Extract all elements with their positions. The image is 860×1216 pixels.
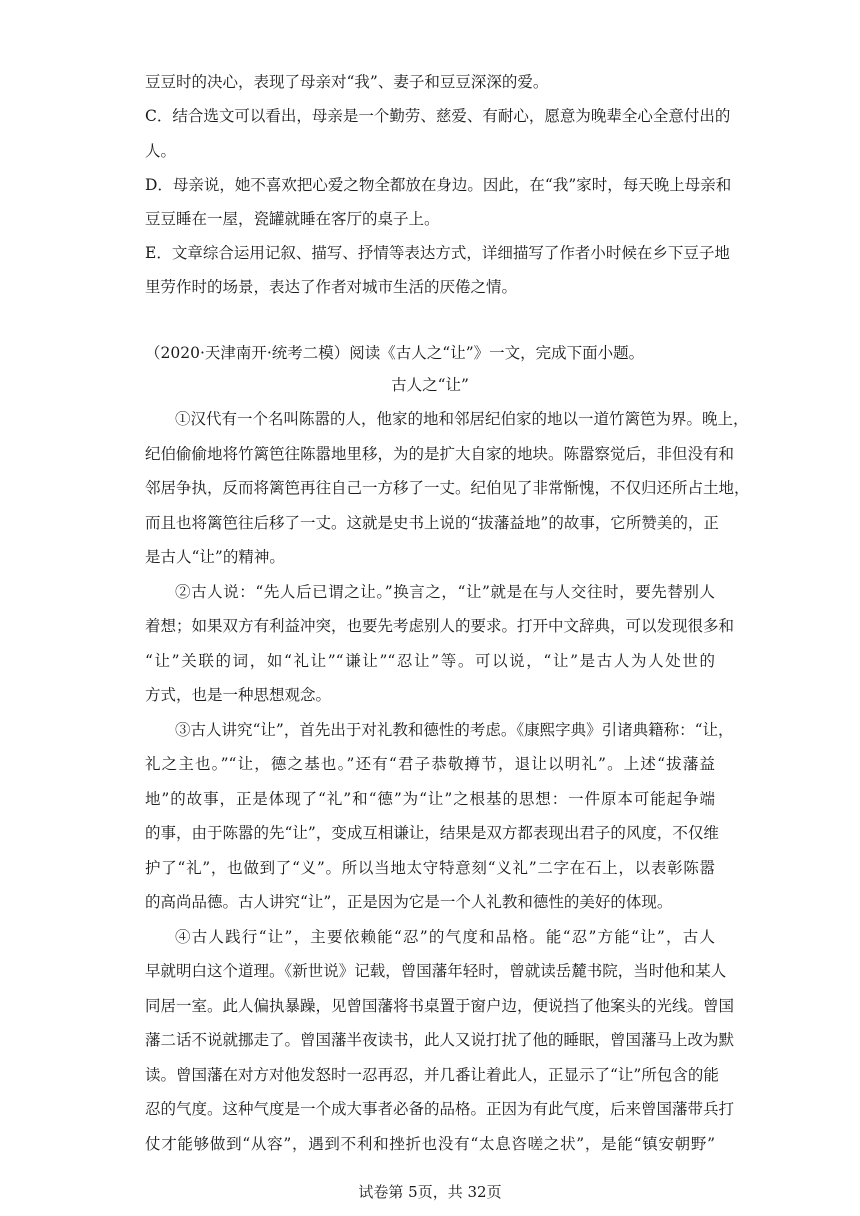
p1-line5: 是古人“让”的精神。 xyxy=(145,548,285,566)
option-e-line1: E．文章综合运用记叙、描写、抒情等表达方式，详细描写了作者小时候在乡下豆子地 xyxy=(145,244,730,262)
p1-line2: 纪伯偷偷地将竹篱笆往陈嚣地里移，为的是扩大自家的地块。陈嚣察觉后，非但没有和 xyxy=(145,445,735,463)
section-intro: （2020·天津南开·统考二模）阅读《古人之“让”》一文，完成下面小题。 xyxy=(145,344,645,362)
p2-line4: 方式，也是一种思想观念。 xyxy=(145,686,332,704)
p2-line2: 着想；如果双方有利益冲突，也要先考虑别人的要求。打开中文辞典，可以发现很多和 xyxy=(145,617,735,635)
option-d-line1: D．母亲说，她不喜欢把心爱之物全都放在身边。因此，在“我”家时，每天晚上母亲和 xyxy=(145,176,732,194)
p4-line4: 藩二话不说就挪走了。曾国藩半夜读书，此人又说打扰了他的睡眠，曾国藩马上改为默 xyxy=(145,1031,735,1049)
option-e-line2: 里劳作时的场景，表达了作者对城市生活的厌倦之情。 xyxy=(145,278,518,296)
p2-line3: “让”关联的词，如“礼让”“谦让”“忍让”等。可以说，“让”是古人为人处世的 xyxy=(145,652,715,670)
p3-line4: 的事，由于陈嚣的先“让”，变成互相谦让，结果是双方都表现出君子的风度，不仅维 xyxy=(145,824,719,842)
p3-line2: 礼之主也。”“让，德之基也。”还有“君子恭敬撙节，退让以明礼”。上述“拔藩益 xyxy=(145,755,715,773)
page-footer: 试卷第 5页，共 32页 xyxy=(358,1183,502,1201)
p4-line2: 早就明白这个道理。《新世说》记载，曾国藩年轻时，曾就读岳麓书院，当时他和某人 xyxy=(145,962,727,980)
option-c-line2: 人。 xyxy=(145,142,177,160)
p3-line3: 地”的故事，正是体现了“礼”和“德”为“让”之根基的思想：一件原本可能起争端 xyxy=(145,790,715,808)
option-d-line2: 豆豆睡在一屋，瓷罐就睡在客厅的桌子上。 xyxy=(145,210,440,228)
article-title: 古人之“让” xyxy=(391,376,469,394)
p3-line6: 的高尚品德。古人讲究“让”，正是因为它是一个人礼教和德性的美好的体现。 xyxy=(145,893,673,911)
p4-line6: 忍的气度。这种气度是一个成大事者必备的品格。正因为有此气度，后来曾国藩带兵打 xyxy=(145,1100,735,1118)
p1-line3: 邻居争执，反而将篱笆再往自己一方移了一丈。纪伯见了非常惭愧，不仅归还所占土地， xyxy=(145,479,750,497)
p4-line5: 读。曾国藩在对方对他发怒时一忍再忍，并几番让着此人，正显示了“让”所包含的能 xyxy=(145,1066,719,1084)
p4-line7: 仗才能够做到“从容”，遇到不利和挫折也没有“太息咨嗟之状”，是能“镇安朝野” xyxy=(145,1135,715,1153)
p3-line1: ③古人讲究“让”，首先出于对礼教和德性的考虑。《康熙字典》引诸典籍称：“让， xyxy=(175,721,734,739)
p2-line1: ②古人说：“先人后已谓之让。”换言之，“让”就是在与人交往时，要先替别人 xyxy=(175,583,715,601)
p4-line1: ④古人践行“让”，主要依赖能“忍”的气度和品格。能“忍”方能“让”，古人 xyxy=(175,928,715,946)
p1-line1: ①汉代有一个名叫陈嚣的人，他家的地和邻居纪伯家的地以一道竹篱笆为界。晚上， xyxy=(175,410,749,428)
option-b-tail: 豆豆时的决心，表现了母亲对“我”、妻子和豆豆深深的爱。 xyxy=(145,73,549,91)
option-c-line1: C．结合选文可以看出，母亲是一个勤劳、慈爱、有耐心，愿意为晚辈全心全意付出的 xyxy=(145,107,731,125)
p4-line3: 同居一室。此人偏执暴躁，见曾国藩将书桌置于窗户边，便说挡了他案头的光线。曾国 xyxy=(145,997,735,1015)
p3-line5: 护了“礼”，也做到了“义”。所以当地太守特意刻“义礼”二字在石上，以表彰陈嚣 xyxy=(145,859,715,877)
p1-line4: 而且也将篱笆往后移了一丈。这就是史书上说的“拔藩益地”的故事，它所赞美的，正 xyxy=(145,514,719,532)
